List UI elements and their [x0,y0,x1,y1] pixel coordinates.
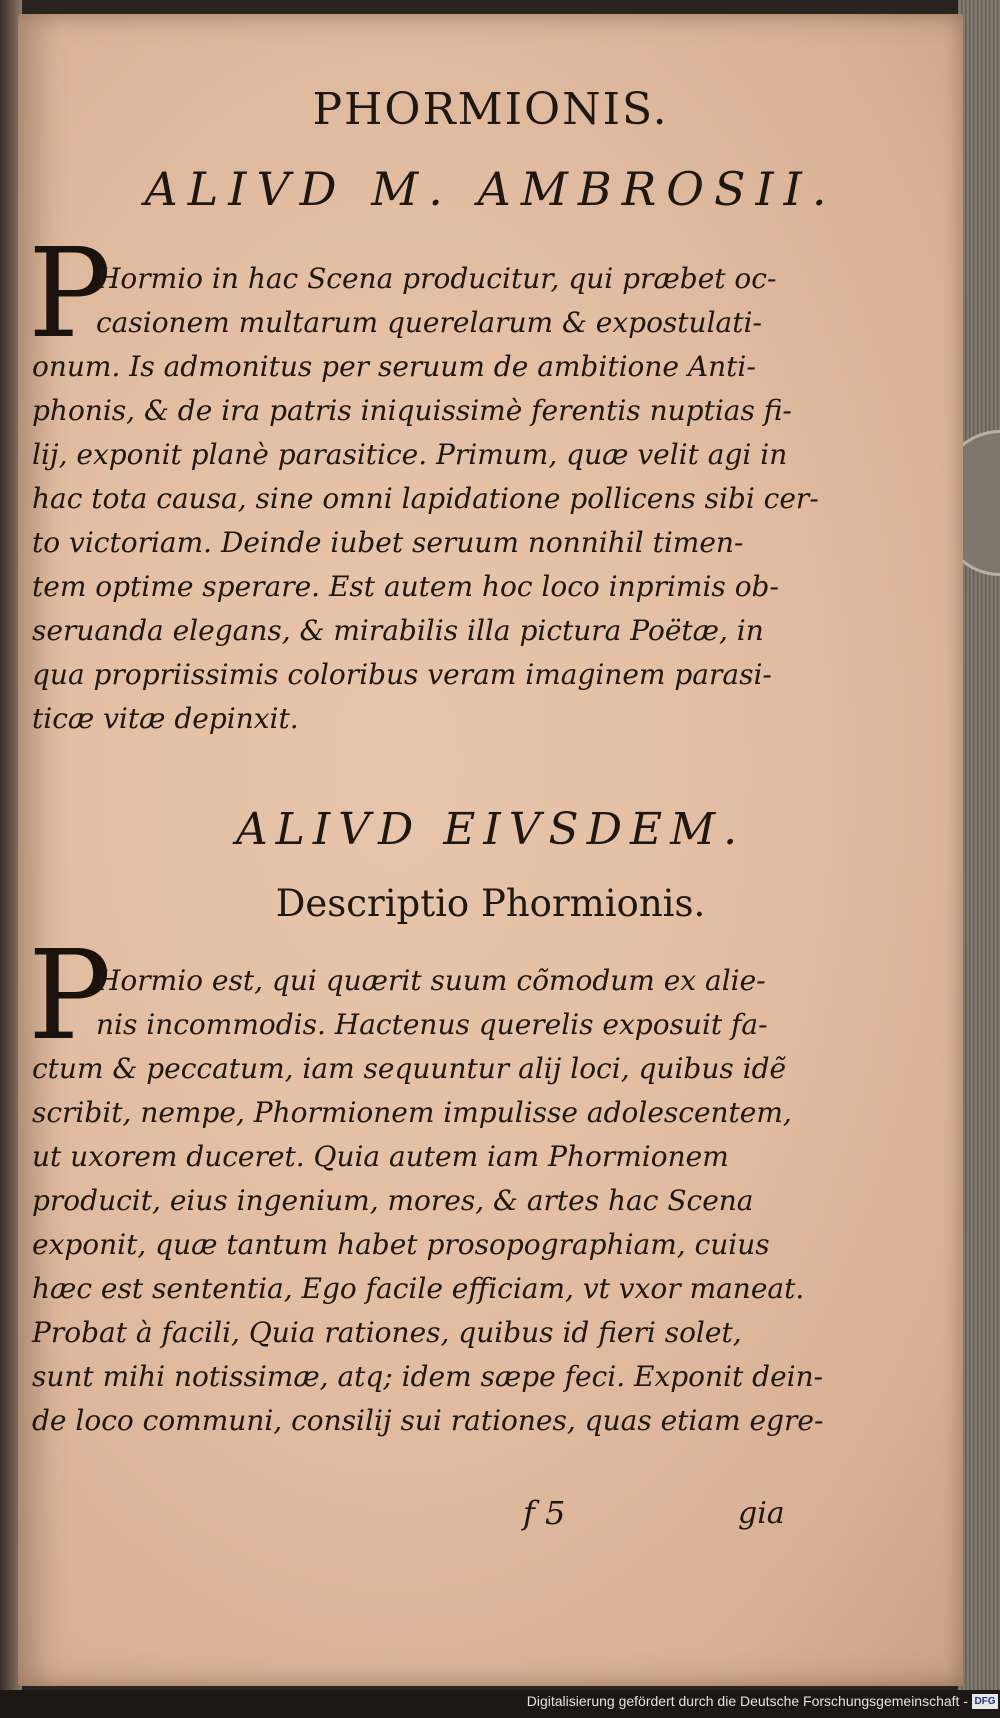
text-line: ctum & peccatum, iam sequuntur alij loci, quibus idẽ [32,1052,787,1085]
section-heading-1: ALIVD M. AMBROSII. [144,162,837,216]
dfg-logo: DFG [972,1694,998,1709]
running-head: PHORMIONIS. [312,84,669,135]
text-line: nis incommodis. Hactenus querelis exposuit fa- [96,1008,768,1041]
section-heading-2: ALIVD EIVSDEM. [235,804,746,855]
text-line: ticæ vitæ depinxit. [32,702,299,735]
text-line: hac tota causa, sine omni lapidatione pollicens sibi cer- [32,482,819,515]
text-line: producit, eius ingenium, mores, & artes hac Scena [32,1184,754,1217]
text-line: to victoriam. Deinde iubet seruum nonnihil timen- [32,526,744,559]
book-page [18,14,963,1686]
text-line: seruanda elegans, & mirabilis illa pictura Poëtæ, in [32,614,764,647]
text-line: de loco communi, consilij sui rationes, quas etiam egre- [32,1404,824,1437]
text-line: onum. Is admonitus per seruum de ambitione Anti- [32,350,756,383]
text-line: phonis, & de ira patris iniquissimè ferentis nuptias fi- [32,394,792,427]
text-line: hæc est sententia, Ego facile efficiam, vt vxor maneat. [32,1272,805,1305]
section-subheading: Descriptio Phormionis. [275,882,706,925]
text-line: Hormio est, qui quærit suum cõmodum ex alie- [96,964,766,997]
text-line: sunt mihi notissimæ, atq; idem sæpe feci. Exponit dein- [32,1360,824,1393]
book-page-edges [958,0,1000,1690]
text-line: Hormio in hac Scena producitur, qui præbet oc- [96,262,777,295]
catchword: gia [738,1496,785,1531]
footer-credit: Digitalisierung gefördert durch die Deutsche Forschungsgemeinschaft - [526,1693,968,1709]
text-line: Probat à facili, Quia rationes, quibus id fieri solet, [32,1316,742,1349]
text-line: lij, exponit planè parasitice. Primum, quæ velit agi in [32,438,788,471]
text-line: qua propriissimis coloribus veram imaginem parasi- [32,658,772,691]
text-line: scribit, nempe, Phormionem impulisse adolescentem, [32,1096,792,1129]
text-line: exponit, quæ tantum habet prosopographiam, cuius [32,1228,770,1261]
text-line: casionem multarum querelarum & expostulati- [96,306,762,339]
drop-cap-1: P [28,222,112,366]
drop-cap-2: P [28,924,112,1068]
signature-mark: f 5 [523,1494,566,1532]
text-line: ut uxorem duceret. Quia autem iam Phormionem [32,1140,729,1173]
text-line: tem optime sperare. Est autem hoc loco inprimis ob- [32,570,779,603]
